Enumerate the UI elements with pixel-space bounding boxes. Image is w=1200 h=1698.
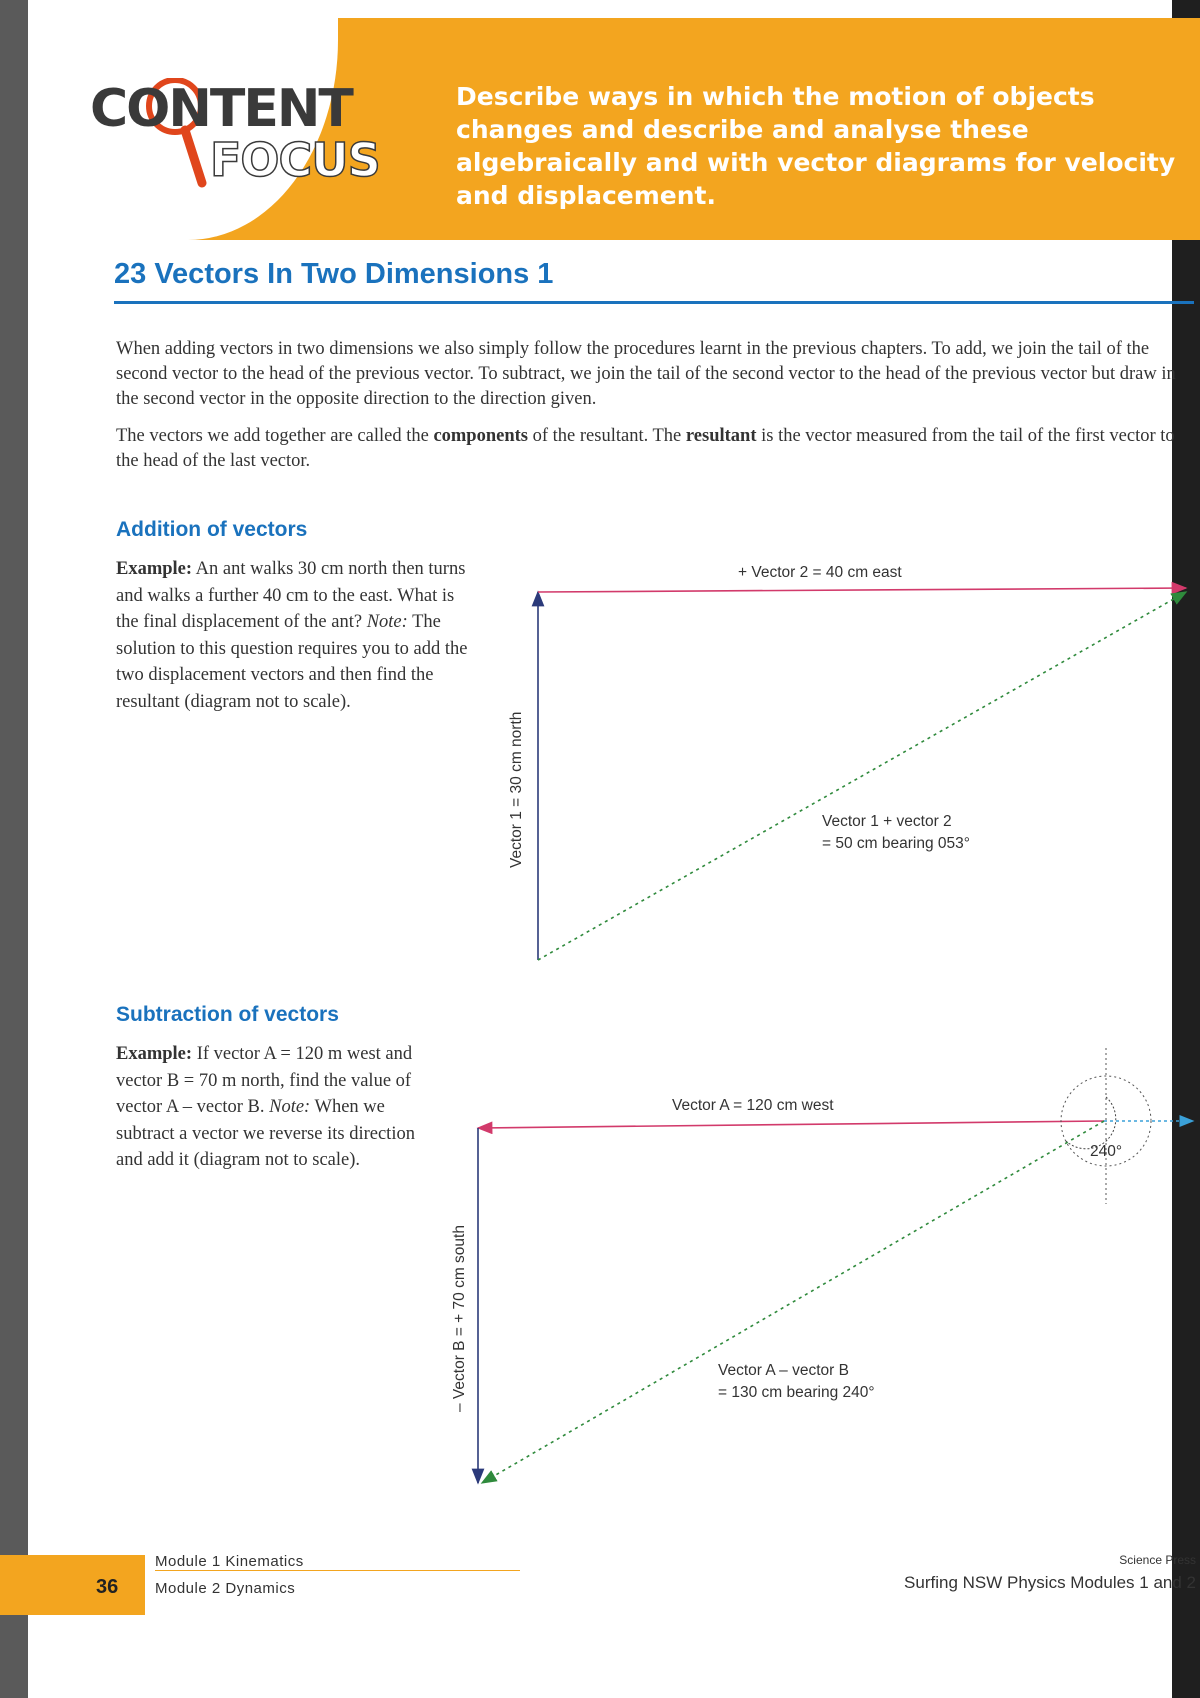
logo-word-content: CONTENT: [90, 79, 352, 139]
subtraction-resultant-label-1: Vector A – vector B: [718, 1362, 849, 1379]
intro-p2-text-a: The vectors we add together are called the: [116, 426, 434, 446]
intro-p2-text-b: of the resultant. The: [528, 426, 686, 446]
bearing-angle-label: 240°: [1090, 1143, 1123, 1160]
addition-resultant-label-2: = 50 cm bearing 053°: [822, 835, 970, 852]
banner-description: Describe ways in which the motion of objects changes and describe and analyse these algebraically and with vector diagrams for velocity and displacement.: [456, 82, 1176, 210]
vector-1-label: Vector 1 = 30 cm north: [508, 711, 525, 868]
vector-a-label: Vector A = 120 cm west: [672, 1097, 834, 1114]
intro-p2-bold-components: components: [433, 426, 528, 446]
footer-module-2: Module 2 Dynamics: [155, 1580, 296, 1597]
subtraction-example-text-1: If vector A = 120 m west and vector B = 70 m north, find the value of vector A – vector B.: [116, 1044, 413, 1117]
subtraction-resultant-arrow: [482, 1121, 1104, 1483]
subtraction-heading: Subtraction of vectors: [116, 1003, 339, 1026]
vector-a-west-arrow: [478, 1121, 1104, 1128]
bearing-angle-arc-icon: [1066, 1097, 1116, 1149]
addition-example-label: Example:: [116, 559, 193, 579]
footer-book-title: Surfing NSW Physics Modules 1 and 2: [904, 1573, 1196, 1592]
footer-page-tab: [0, 1555, 145, 1615]
subtraction-example-label: Example:: [116, 1044, 193, 1064]
addition-note-label: Note:: [366, 612, 408, 632]
intro-p2-bold-resultant: resultant: [685, 426, 757, 446]
vector-2-label: + Vector 2 = 40 cm east: [738, 564, 902, 581]
subtraction-example-text-2: When we subtract a vector we reverse its direction and add it (diagram not to scale).: [116, 1097, 415, 1170]
logo-word-focus: FOCUS: [210, 133, 380, 187]
vector-2-east-arrow: [538, 588, 1186, 592]
subtraction-note-label: Note:: [269, 1097, 311, 1117]
vector-b-label: – Vector B = + 70 cm south: [451, 1225, 468, 1412]
page-title: 23 Vectors In Two Dimensions 1: [114, 258, 554, 290]
addition-resultant-arrow: [538, 592, 1186, 960]
addition-resultant-label-1: Vector 1 + vector 2: [822, 813, 952, 830]
addition-example-text-2: The solution to this question requires you to add the two displacement vectors and then find the resultant (diagram not to scale).: [116, 612, 468, 712]
footer-module-1: Module 1 Kinematics: [155, 1553, 304, 1570]
page-number: 36: [96, 1576, 119, 1598]
intro-paragraph-1: When adding vectors in two dimensions we also simply follow the procedures learnt in the previous chapters. To add, we join the tail of the second vector to the head of the previous vector. To subtract, we join the tail of the second vector to the head of the previous vector but draw in the second vector in the opposite direction to the direction given.: [116, 339, 1176, 409]
addition-heading: Addition of vectors: [116, 518, 308, 541]
intro-p2-text-c: is the vector measured from the tail of the first vector to the head of the last vector.: [116, 426, 1175, 471]
footer-publisher: Science Press: [1119, 1553, 1196, 1567]
subtraction-resultant-label-2: = 130 cm bearing 240°: [718, 1384, 875, 1401]
addition-example-text-1: An ant walks 30 cm north then turns and walks a further 40 cm to the east. What is the final displacement of the ant?: [116, 559, 466, 632]
footer-divider: [155, 1570, 520, 1571]
